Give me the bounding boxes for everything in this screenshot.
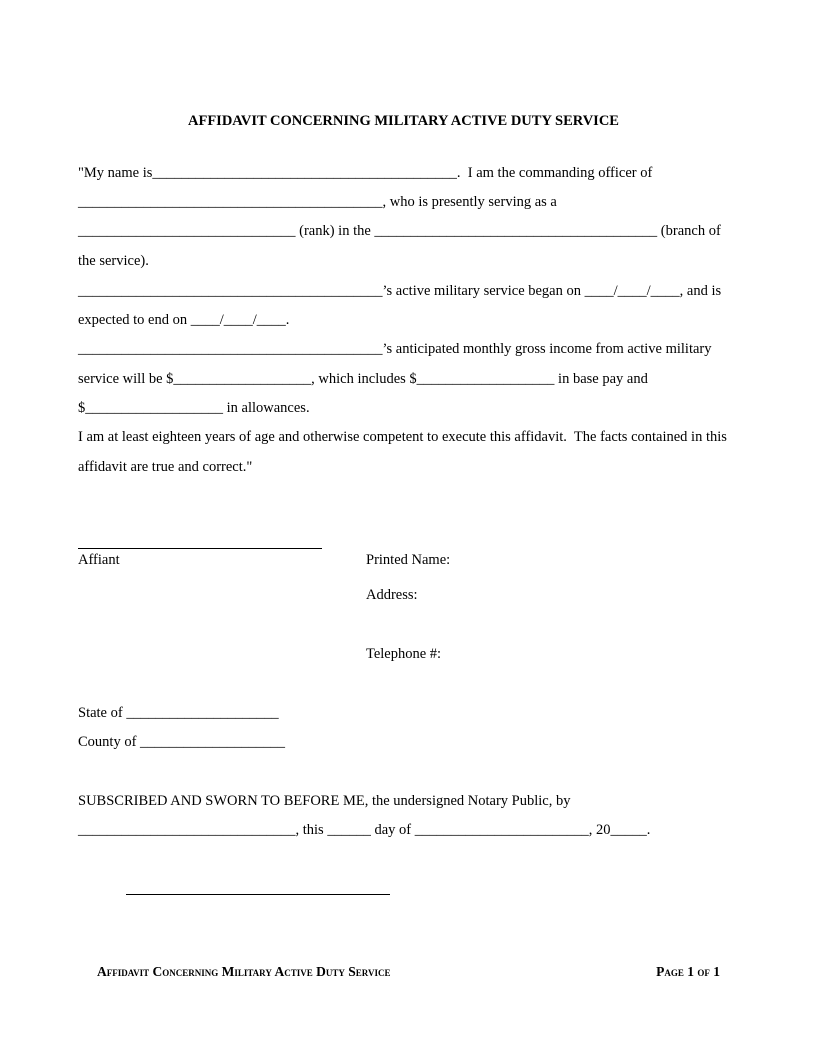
affiant-label: Affiant: [78, 552, 120, 568]
jurat-line-2: ______________________________, this ______ day of ________________________, 20_____.: [78, 822, 651, 838]
body-line-7: __________________________________________’s anticipated monthly gross income from active military: [78, 341, 712, 357]
body-line-9: $___________________ in allowances.: [78, 400, 310, 416]
jurat-line-1: SUBSCRIBED AND SWORN TO BEFORE ME, the undersigned Notary Public, by: [78, 793, 571, 809]
footer-page-number: Page 1 of 1: [656, 964, 720, 979]
county-of-line: County of ____________________: [78, 734, 286, 750]
affiant-signature-line: [78, 548, 322, 549]
address-label: Address:: [366, 587, 418, 603]
document-title: AFFIDAVIT CONCERNING MILITARY ACTIVE DUTY SERVICE: [188, 113, 619, 129]
body-line-4: the service).: [78, 253, 149, 269]
notary-signature-line: [126, 894, 390, 895]
body-line-11: affidavit are true and correct.": [78, 459, 253, 475]
footer-title: Affidavit Concerning Military Active Duty Service: [97, 964, 391, 979]
state-of-line: State of _____________________: [78, 705, 279, 721]
body-line-3: ______________________________ (rank) in the _______________________________________ (branch of: [78, 223, 721, 239]
body-line-2: __________________________________________, who is presently serving as a: [78, 194, 557, 210]
telephone-label: Telephone #:: [366, 646, 442, 662]
body-line-5: __________________________________________’s active military service began on ____/____/____, and is: [78, 283, 722, 299]
body-line-8: service will be $___________________, which includes $___________________ in base pay and: [78, 371, 648, 387]
body-line-6: expected to end on ____/____/____.: [78, 312, 290, 328]
body-line-1: "My name is__________________________________________. I am the commanding officer of: [78, 165, 653, 181]
printed-name-label: Printed Name:: [366, 552, 451, 568]
body-line-10: I am at least eighteen years of age and otherwise competent to execute this affidavit. The facts contained in this: [78, 429, 727, 445]
